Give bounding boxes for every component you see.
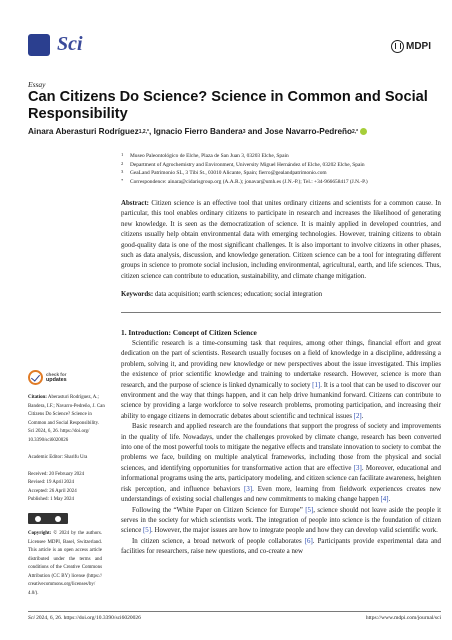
date-received: Received: 20 February 2024 (28, 471, 85, 477)
affiliation-marker: 1 (121, 152, 124, 157)
footer-divider (28, 611, 441, 612)
citation-link[interactable]: [5] (305, 506, 314, 514)
citation-link[interactable]: [1] (312, 381, 321, 389)
citation-line: Citizens Do Science? Science in (28, 412, 92, 417)
correspondence (121, 178, 441, 187)
check-updates-bottom: updates (46, 376, 67, 383)
body-text-segment: , science should not leave aside the people it serves in the society for which scientists work. The integration of people into science is the foundation of citizen science (121, 506, 441, 535)
affiliation-text: Department of Agrochemistry and Environment, University Miguel Hernández of Elche, 03202 Elche, Spain (130, 161, 365, 168)
author-separator: , (149, 127, 154, 136)
body-text-segment: . Moreover, educational and informational programs using the arts, participatory modeling, and citizen science can facilitate awareness, heighten risk perception, and influence behaviors (121, 464, 441, 493)
body-paragraph (121, 422, 441, 505)
citation-link[interactable]: [6] (304, 537, 313, 545)
keywords-label: Keywords: (121, 291, 154, 298)
article-type: Essay (28, 80, 46, 89)
copyright (28, 530, 102, 598)
author-affiliation-marker: 1,2,* (138, 128, 149, 135)
body-text-segment: In citizen science, a broad network of people collaborates (132, 537, 305, 545)
body-text-segment: Basic research and applied research are the foundations that support the progress of society and improvements in the quality of life. Nowadays, under the challenges provoked by climate change, research has been converted into one of the most powerful tools to mitigate the negative effects and translate innovation to society to combat the problems we face, building on multiple analytical frameworks, including those from the physical and social sciences, and identifying opportunities for transformative action that are effective (121, 423, 441, 472)
body-text-segment: . (361, 412, 364, 420)
affiliation (121, 152, 441, 161)
abstract-label: Abstract: (121, 200, 149, 207)
abstract (121, 199, 441, 282)
body-paragraph (121, 537, 441, 558)
keywords (121, 290, 441, 300)
body-text (121, 339, 441, 558)
citation-link[interactable]: [5] (143, 527, 152, 535)
publisher-name: MDPI (406, 41, 431, 52)
abstract-text: Citizen science is an effective tool that unites ordinary citizens and scientists for a common cause. In particular, this tool enables ordinary citizens to participate in research and increases the likelihood of generating new knowledge. It is seen as the democratization of science. It is mainly applied in developed countries, and citizens usually help obtain environmental data with emerging technologies. However, training citizens to obtain good-quality data is one of the most significant challenges. It is also important to involve citizens in other phases, such as data analysis, discussion, and knowledge generation. Citizen science can be a tool for integrating different groups in science to promote social inclusion, including environmental, agricultural, earth, and life sciences. Thus, citizen science can contribute to education, sustainability, and climate change mitigation. (121, 200, 441, 280)
orcid-icon[interactable] (360, 128, 367, 135)
date-revised: Revised: 19 April 2024 (28, 480, 74, 485)
author-separator: and (245, 127, 265, 136)
author-list (28, 127, 438, 136)
author-name: Ainara Aberasturi Rodríguez (28, 127, 139, 136)
citation-text: Aberasturi Rodríguez, A.; (47, 395, 99, 400)
citation-link[interactable]: [3] (353, 464, 362, 472)
body-paragraph (121, 506, 441, 537)
body-text-segment: Following the “White Paper on Citizen Science for Europe” (132, 506, 306, 514)
academic-editor (28, 454, 102, 463)
author-name: Jose Navarro-Pedreño (264, 127, 353, 136)
journal-logo-icon (28, 34, 50, 56)
citation-doi-line[interactable]: Sci 2024, 6, 26. https://doi.org/ (28, 429, 90, 434)
date-accepted: Accepted: 26 April 2024 (28, 488, 77, 494)
body-text-segment: . Participants provide experimental data and facilities for researchers, raise new questions, and co-create a new (121, 537, 441, 556)
footer-citation-text[interactable]: 2024, 6, 26. https://doi.org/10.3390/sci6020026 (34, 615, 141, 621)
affiliation-text: GeaLand Patrimonio SL, 3 Tibi St., 03010 Alicante, Spain; fierro@gealandpatrimonio.com (130, 170, 327, 177)
cc-by-license-icon[interactable] (28, 513, 68, 524)
citation-link[interactable]: [4] (380, 496, 389, 504)
citation-label: Citation: (28, 395, 47, 400)
academic-editor-text: Academic Editor: Sharifu Ura (28, 454, 88, 460)
body-text-segment: Scientific research is a time-consuming task that requires, among other things, financial effort and great dedication on the part of scientists. Research usually focuses on a field of knowledge in a discipline, addressing a problem, solving it, and providing new knowledge or new perspectives about the issue investigated. This implies the existence of prior scientific knowledge and training to undertake research. However, science is more than research, and the purpose of science is linked dynamically to society (121, 340, 441, 389)
body-text-segment: . However, the major issues are how to integrate people and how they can develop valid scientific work. (151, 527, 438, 535)
footer-citation (28, 615, 141, 621)
section-heading: 1. Introduction: Concept of Citizen Science (121, 328, 257, 337)
publication-dates (28, 471, 102, 505)
publisher-logo (391, 40, 431, 53)
mdpi-logo-icon (391, 40, 404, 53)
check-updates-icon (28, 370, 43, 385)
body-text-segment: . It is a tool that can be used to discover our environment and the way that things happen, and it can help drive humankind forward. Citizens can contribute to science by providing a large workforce to solve research problems, promoting participation, and increasing their ability to engage citizens in democratic debates about scientific and technical issues (121, 381, 441, 420)
date-published: Published: 1 May 2024 (28, 497, 74, 502)
affiliations (121, 152, 441, 186)
affiliation-text: Museo Paleontológico de Elche, Plaza de San Juan 3, 03203 Elche, Spain (130, 153, 289, 159)
author-affiliation-marker: 3 (242, 128, 246, 135)
citation-link[interactable]: [3] (244, 485, 253, 493)
affiliation (121, 161, 441, 170)
check-for-updates-button[interactable] (28, 369, 76, 386)
check-updates-top: check for (46, 372, 67, 378)
journal-name: Sci (57, 33, 83, 55)
correspondence-text: Correspondence: ainara@cidarisgroup.org (A.A.R.); jonavar@umh.es (J.N.-P.); Tel.: +34-966658417 (J.N.-P.) (130, 178, 368, 185)
body-text-segment: . (388, 496, 391, 504)
body-paragraph (121, 339, 441, 422)
article-info-sidebar (28, 394, 105, 598)
footer-journal-url[interactable]: https://www.mdpi.com/journal/sci (365, 615, 441, 621)
citation (28, 394, 105, 445)
body-text-segment: . Even more, learning from fieldwork experiences creates new understandings of existing social challenges and new commitments to making change happen (121, 485, 441, 504)
copyright-label: Copyright: (28, 531, 52, 536)
copyright-text: © 2024 by the authors. Licensee MDPI, Basel, Switzerland. This article is an open access article distributed under the terms and conditions of the Creative Commons Attribution (CC BY) license (https:// creativecommons.org/licenses/by/ 4.0/). (28, 531, 102, 596)
article-title: Can Citizens Do Science? Science in Common and Social Responsibility (28, 89, 428, 122)
affiliation-marker: 3 (121, 169, 124, 175)
affiliation (121, 169, 441, 178)
keywords-text: data acquisition; earth sciences; education; social integration (154, 291, 323, 298)
affiliation-marker: * (121, 177, 124, 183)
author-affiliation-marker: 2,* (352, 128, 359, 135)
divider (121, 312, 441, 313)
footer-journal: Sci (28, 615, 35, 621)
citation-line: Common and Social Responsibility. (28, 420, 99, 426)
citation-doi-line[interactable]: 10.3390/sci6020026 (28, 437, 69, 443)
check-updates-text (46, 372, 67, 383)
citation-line: Bandera, I.F.; Navarro-Pedreño, J. Can (28, 403, 105, 409)
affiliation-marker: 2 (121, 160, 124, 166)
author-name: Ignacio Fierro Bandera (153, 127, 243, 136)
citation-line-0 (28, 394, 102, 403)
citation-link[interactable]: [2] (353, 412, 362, 420)
